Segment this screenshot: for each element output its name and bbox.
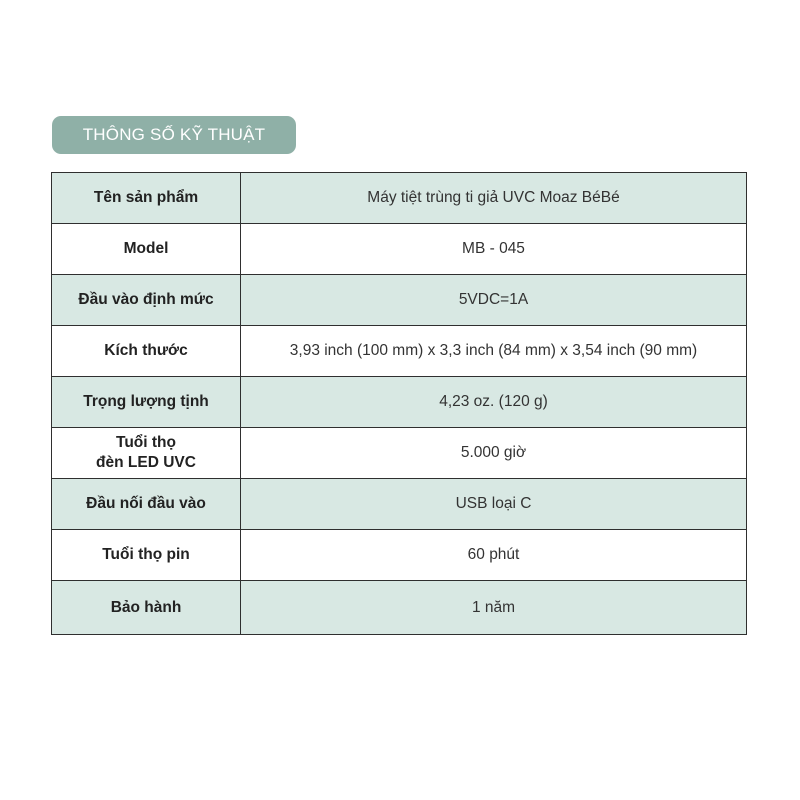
spec-value-led-lifetime: 5.000 giờ	[241, 428, 747, 479]
spec-label-battery-life: Tuổi thọ pin	[52, 530, 241, 581]
spec-value-model: MB - 045	[241, 224, 747, 275]
spec-label-model: Model	[52, 224, 241, 275]
spec-label-rated-input: Đầu vào định mức	[52, 275, 241, 326]
table-row	[52, 224, 747, 275]
table-row	[52, 428, 747, 479]
section-title: THÔNG SỐ KỸ THUẬT	[82, 125, 266, 144]
spec-value-warranty: 1 năm	[241, 581, 747, 635]
spec-label-led-lifetime-line-2: đèn LED UVC	[96, 454, 196, 471]
table-row	[52, 530, 747, 581]
table-row	[52, 377, 747, 428]
specifications-table	[51, 172, 747, 635]
table-row	[52, 173, 747, 224]
table-row	[52, 479, 747, 530]
spec-label-dimensions: Kích thước	[52, 326, 241, 377]
spec-label-led-lifetime-line-1: Tuổi thọ	[116, 434, 176, 451]
section-title-badge	[52, 116, 296, 154]
spec-value-dimensions: 3,93 inch (100 mm) x 3,3 inch (84 mm) x 3,54 inch (90 mm)	[241, 326, 747, 377]
table-row	[52, 581, 747, 635]
spec-label-product-name: Tên sản phẩm	[52, 173, 241, 224]
table-row	[52, 275, 747, 326]
spec-value-input-connector: USB loại C	[241, 479, 747, 530]
spec-label-net-weight: Trọng lượng tịnh	[52, 377, 241, 428]
spec-label-led-lifetime	[52, 428, 241, 479]
spec-value-battery-life: 60 phút	[241, 530, 747, 581]
table-row	[52, 326, 747, 377]
spec-value-net-weight: 4,23 oz. (120 g)	[241, 377, 747, 428]
spec-label-warranty: Bảo hành	[52, 581, 241, 635]
spec-value-rated-input: 5VDC=1A	[241, 275, 747, 326]
spec-value-product-name: Máy tiệt trùng ti giả UVC Moaz BéBé	[241, 173, 747, 224]
spec-label-input-connector: Đầu nối đầu vào	[52, 479, 241, 530]
